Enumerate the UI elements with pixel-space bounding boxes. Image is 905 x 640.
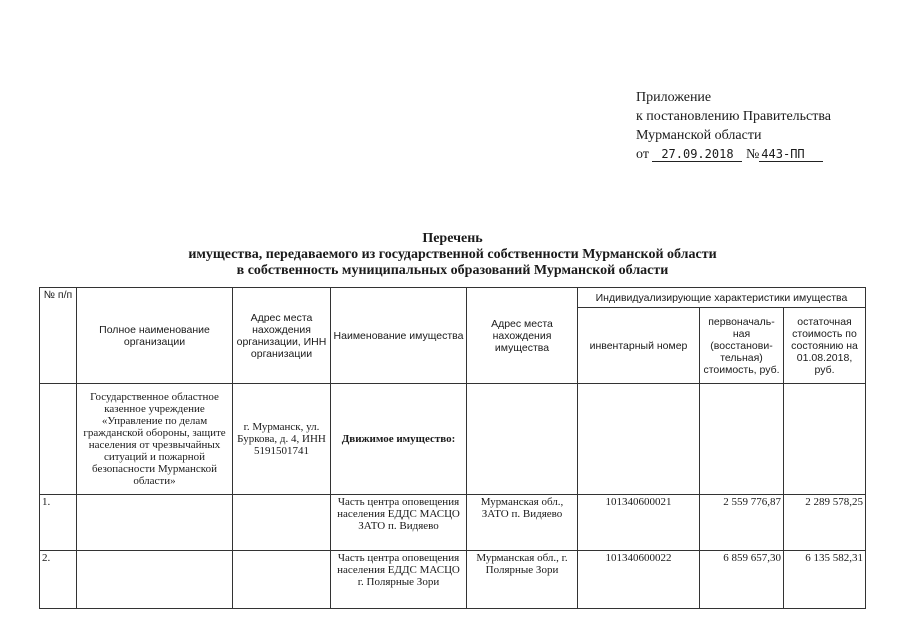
appendix-date-line — [636, 145, 831, 164]
header-initial-cost: первоначаль-ная (восстанови-тельная) стоимость, руб. — [700, 308, 784, 384]
header-characteristics: Индивидуализирующие характеристики имущества — [578, 288, 866, 308]
appendix-region: Мурманской области — [636, 128, 762, 143]
row-address-empty — [233, 495, 331, 551]
row-property-address: Мурманская обл., ЗАТО п. Видяево — [467, 495, 578, 551]
table-row — [40, 551, 866, 609]
org-address-cell: г. Мурманск, ул. Буркова, д. 4, ИНН 5191501741 — [233, 384, 331, 495]
header-inventory: инвентарный номер — [578, 308, 700, 384]
row-residual-cost: 6 135 582,31 — [784, 551, 866, 609]
movable-property-label: Движимое имущество: — [331, 384, 467, 495]
row-num: 1. — [40, 495, 77, 551]
header-num: № п/п — [40, 288, 77, 384]
header-org-name: Полное наименование организации — [77, 288, 233, 384]
row-address-empty — [233, 551, 331, 609]
row-property-address: Мурманская обл., г. Полярные Зори — [467, 551, 578, 609]
row-num: 2. — [40, 551, 77, 609]
number-prefix: № — [745, 147, 760, 162]
row-org-empty — [77, 551, 233, 609]
row-residual-cost: 2 289 578,25 — [784, 495, 866, 551]
org-row-num — [40, 384, 77, 495]
title-line-1: Перечень — [422, 231, 483, 246]
org-row — [40, 384, 866, 495]
property-table — [39, 287, 866, 609]
appendix-decree: к постановлению Правительства — [636, 109, 832, 124]
org-row-empty-1 — [467, 384, 578, 495]
header-property-name: Наименование имущества — [331, 288, 467, 384]
decree-date: 27.09.2018 — [652, 147, 742, 162]
row-inventory: 101340600022 — [578, 551, 700, 609]
org-row-empty-4 — [784, 384, 866, 495]
appendix-title: Приложение — [636, 90, 712, 105]
org-row-empty-3 — [700, 384, 784, 495]
header-org-address: Адрес места нахождения организации, ИНН организации — [233, 288, 331, 384]
org-name-cell: Государственное областное казенное учреждение «Управление по делам гражданской обороны, защите населения от чрезвычайных ситуаций и пожарной безопасности Мурманской области» — [77, 384, 233, 495]
row-initial-cost: 2 559 776,87 — [700, 495, 784, 551]
appendix-block — [636, 88, 831, 164]
row-initial-cost: 6 859 657,30 — [700, 551, 784, 609]
title-line-3: в собственность муниципальных образований Мурманской области — [236, 263, 669, 278]
row-property-name: Часть центра оповещения населения ЕДДС МАСЦО г. Полярные Зори — [331, 551, 467, 609]
header-residual-cost: остаточная стоимость по состоянию на 01.08.2018, руб. — [784, 308, 866, 384]
org-row-empty-2 — [578, 384, 700, 495]
title-line-2: имущества, передаваемого из государственной собственности Мурманской области — [188, 247, 717, 262]
row-inventory: 101340600021 — [578, 495, 700, 551]
table-row — [40, 495, 866, 551]
row-org-empty — [77, 495, 233, 551]
header-property-address: Адрес места нахождения имущества — [467, 288, 578, 384]
decree-number: 443-ПП — [759, 147, 823, 162]
date-prefix: от — [636, 147, 649, 162]
document-title — [0, 231, 905, 279]
row-property-name: Часть центра оповещения населения ЕДДС МАСЦО ЗАТО п. Видяево — [331, 495, 467, 551]
